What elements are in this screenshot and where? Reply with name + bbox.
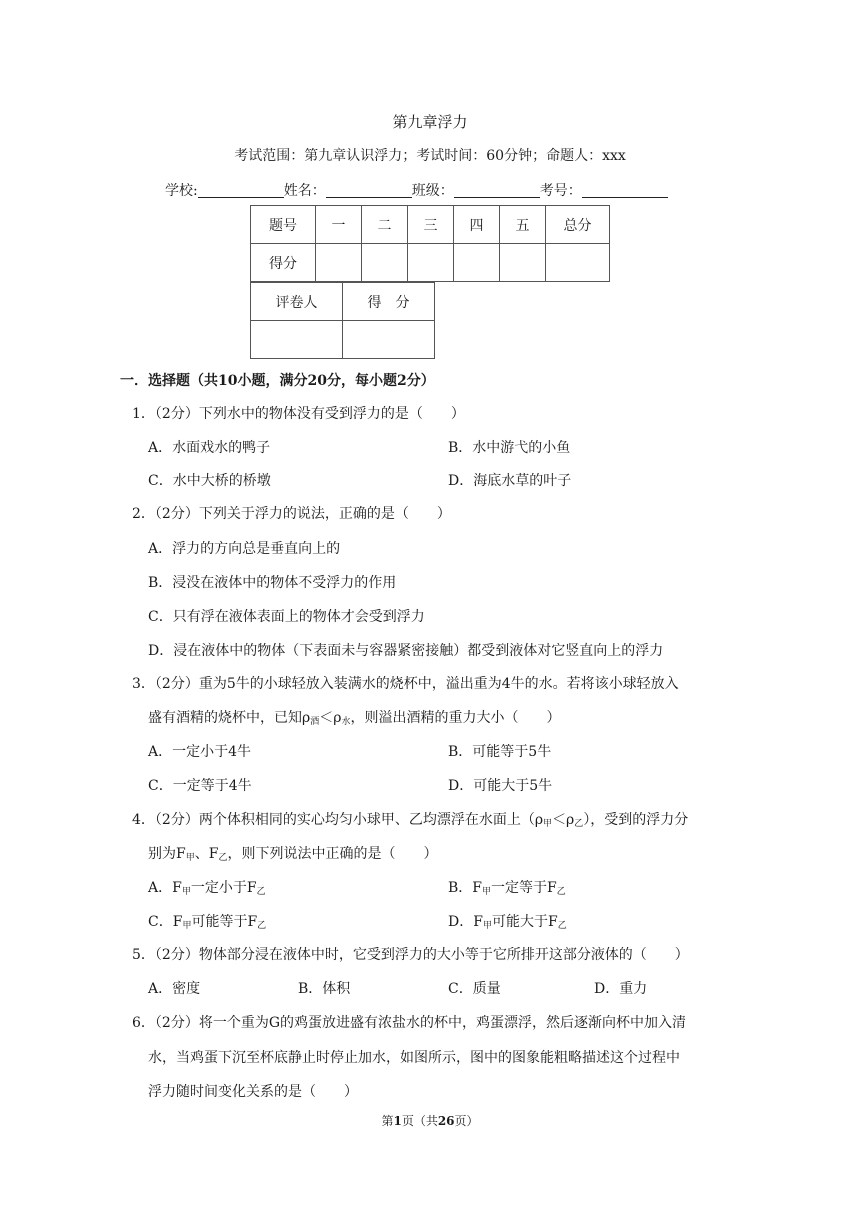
grader-header-cell: 评卷人	[251, 283, 343, 321]
section-heading: 一．选择题（共10小题，满分20分，每小题2分）	[120, 373, 435, 389]
student-info-row	[165, 180, 668, 200]
question-1-stem: 1．（2分）下列水中的物体没有受到浮力的是（ ）	[132, 406, 465, 422]
question-3-option-d[interactable]: D．可能大于5牛	[448, 778, 553, 794]
question-2-option-d[interactable]: D．浸在液体中的物体（下表面未与容器紧密接触）都受到液体对它竖直向上的浮力	[148, 643, 664, 659]
score-table-header-row	[251, 206, 610, 244]
question-3-stem-text: ，则溢出酒精的重力大小（ ）	[350, 710, 561, 726]
question-1-option-a[interactable]: A．水面戏水的鸭子	[148, 440, 271, 456]
question-5-option-a[interactable]: A．密度	[148, 981, 201, 997]
exam-number-blank[interactable]	[582, 183, 668, 198]
page-number: 1	[393, 1114, 402, 1128]
score-header-cell: 三	[408, 206, 454, 244]
question-1-option-c[interactable]: C．水中大桥的桥墩	[148, 473, 271, 489]
question-3-stem: 3．（2分）重为5牛的小球轻放入装满水的烧杯中，溢出重为4牛的水。若将该小球轻放入	[132, 676, 679, 692]
question-4-stem-text: ＜ρ	[552, 812, 575, 828]
question-4-option-d[interactable]	[448, 911, 567, 931]
subscript: 酒	[310, 717, 320, 727]
question-4-stem-text: ），受到的浮力分	[583, 812, 689, 828]
subscript: 乙	[257, 921, 267, 931]
question-2-option-b[interactable]: B．浸没在液体中的物体不受浮力的作用	[148, 575, 397, 591]
exam-title: 第九章浮力	[392, 113, 468, 131]
class-label: 班级：	[411, 183, 454, 199]
footer-text: 页）	[454, 1114, 479, 1128]
score-cell[interactable]	[546, 244, 610, 282]
question-5-option-d[interactable]: D．重力	[594, 981, 648, 997]
grader-cell[interactable]	[251, 321, 343, 359]
question-3-stem-line-2	[148, 707, 561, 727]
question-4-stem-text: ，则下列说法中正确的是（ ）	[227, 846, 438, 862]
score-cell[interactable]	[362, 244, 408, 282]
grader-value-row	[251, 321, 435, 359]
question-5-stem: 5．（2分）物体部分浸在液体中时，它受到浮力的大小等于它所排开这部分液体的（ ）	[132, 947, 689, 963]
exam-number-label: 考号：	[539, 183, 582, 199]
score-cell[interactable]	[500, 244, 546, 282]
subscript: 甲	[182, 921, 192, 931]
question-3-option-c[interactable]: C．一定等于4牛	[148, 778, 252, 794]
question-4-option-c[interactable]	[148, 911, 266, 931]
option-text: D．F	[448, 914, 483, 930]
subscript: 乙	[256, 887, 266, 897]
subscript: 甲	[482, 921, 492, 931]
score-table-score-row	[251, 244, 610, 282]
question-2-stem: 2．（2分）下列关于浮力的说法，正确的是（ ）	[132, 506, 451, 522]
question-4-stem-text: 别为F	[148, 846, 186, 862]
grader-header-row	[251, 283, 435, 321]
score-cell[interactable]	[408, 244, 454, 282]
score-header-cell: 一	[316, 206, 362, 244]
question-4-stem-text: 4．（2分）两个体积相同的实心均匀小球甲、乙均漂浮在水面上（ρ	[132, 812, 544, 828]
subscript: 水	[341, 717, 351, 727]
option-text: C．F	[148, 914, 183, 930]
footer-text: 页（共	[401, 1114, 438, 1128]
option-text: 一定等于F	[491, 880, 557, 896]
question-4-option-a[interactable]	[148, 877, 266, 897]
grader-score-cell[interactable]	[343, 321, 435, 359]
question-1-option-d[interactable]: D．海底水草的叶子	[448, 473, 572, 489]
score-header-cell: 总分	[546, 206, 610, 244]
grader-header-cell: 得 分	[343, 283, 435, 321]
question-4-option-b[interactable]	[448, 877, 566, 897]
subscript: 甲	[543, 819, 553, 829]
option-text: A．F	[148, 880, 182, 896]
exam-subtitle: 考试范围：第九章认识浮力；考试时间：60分钟；命题人：xxx	[234, 148, 626, 164]
score-header-cell: 四	[454, 206, 500, 244]
class-blank[interactable]	[454, 183, 540, 198]
subscript: 乙	[218, 853, 228, 863]
option-text: 可能大于F	[491, 914, 558, 930]
name-label: 姓名：	[283, 183, 326, 199]
question-2-option-c[interactable]: C．只有浮在液体表面上的物体才会受到浮力	[148, 609, 425, 625]
footer-text: 第	[381, 1114, 394, 1128]
subscript: 甲	[482, 887, 492, 897]
option-text: 可能等于F	[191, 914, 258, 930]
question-3-stem-text: 盛有酒精的烧杯中，已知ρ	[148, 710, 311, 726]
question-5-option-b[interactable]: B．体积	[298, 981, 351, 997]
subscript: 乙	[557, 921, 567, 931]
score-cell[interactable]	[316, 244, 362, 282]
score-header-cell: 题号	[251, 206, 316, 244]
question-3-stem-text: ＜ρ	[319, 710, 342, 726]
question-4-stem-line-2	[148, 843, 437, 863]
question-3-option-a[interactable]: A．一定小于4牛	[148, 744, 252, 760]
subscript: 乙	[574, 819, 584, 829]
school-blank[interactable]	[198, 183, 284, 198]
option-text: 一定小于F	[190, 880, 257, 896]
subscript: 甲	[181, 887, 191, 897]
question-4-stem	[132, 809, 688, 829]
option-text: B．F	[448, 880, 483, 896]
subscript: 甲	[185, 853, 195, 863]
question-2-option-a[interactable]: A．浮力的方向总是垂直向上的	[148, 541, 341, 557]
question-6-stem-line-3: 浮力随时间变化关系的是（ ）	[148, 1084, 358, 1100]
score-header-cell: 二	[362, 206, 408, 244]
score-row-label: 得分	[251, 244, 316, 282]
question-4-stem-text: 、F	[194, 846, 219, 862]
page-footer	[0, 1112, 860, 1129]
grader-table	[250, 282, 435, 359]
total-pages: 26	[437, 1114, 455, 1128]
name-blank[interactable]	[326, 183, 412, 198]
score-cell[interactable]	[454, 244, 500, 282]
question-6-stem: 6．（2分）将一个重为G的鸡蛋放进盛有浓盐水的杯中，鸡蛋漂浮，然后逐渐向杯中加入清	[132, 1015, 686, 1031]
question-5-option-c[interactable]: C．质量	[448, 981, 501, 997]
score-header-cell: 五	[500, 206, 546, 244]
question-6-stem-line-2: 水，当鸡蛋下沉至杯底静止时停止加水，如图所示，图中的图象能粗略描述这个过程中	[148, 1050, 680, 1066]
question-1-option-b[interactable]: B．水中游弋的小鱼	[448, 440, 571, 456]
score-table	[250, 205, 610, 282]
school-label: 学校:	[165, 183, 198, 199]
question-3-option-b[interactable]: B．可能等于5牛	[448, 744, 552, 760]
subscript: 乙	[556, 887, 566, 897]
